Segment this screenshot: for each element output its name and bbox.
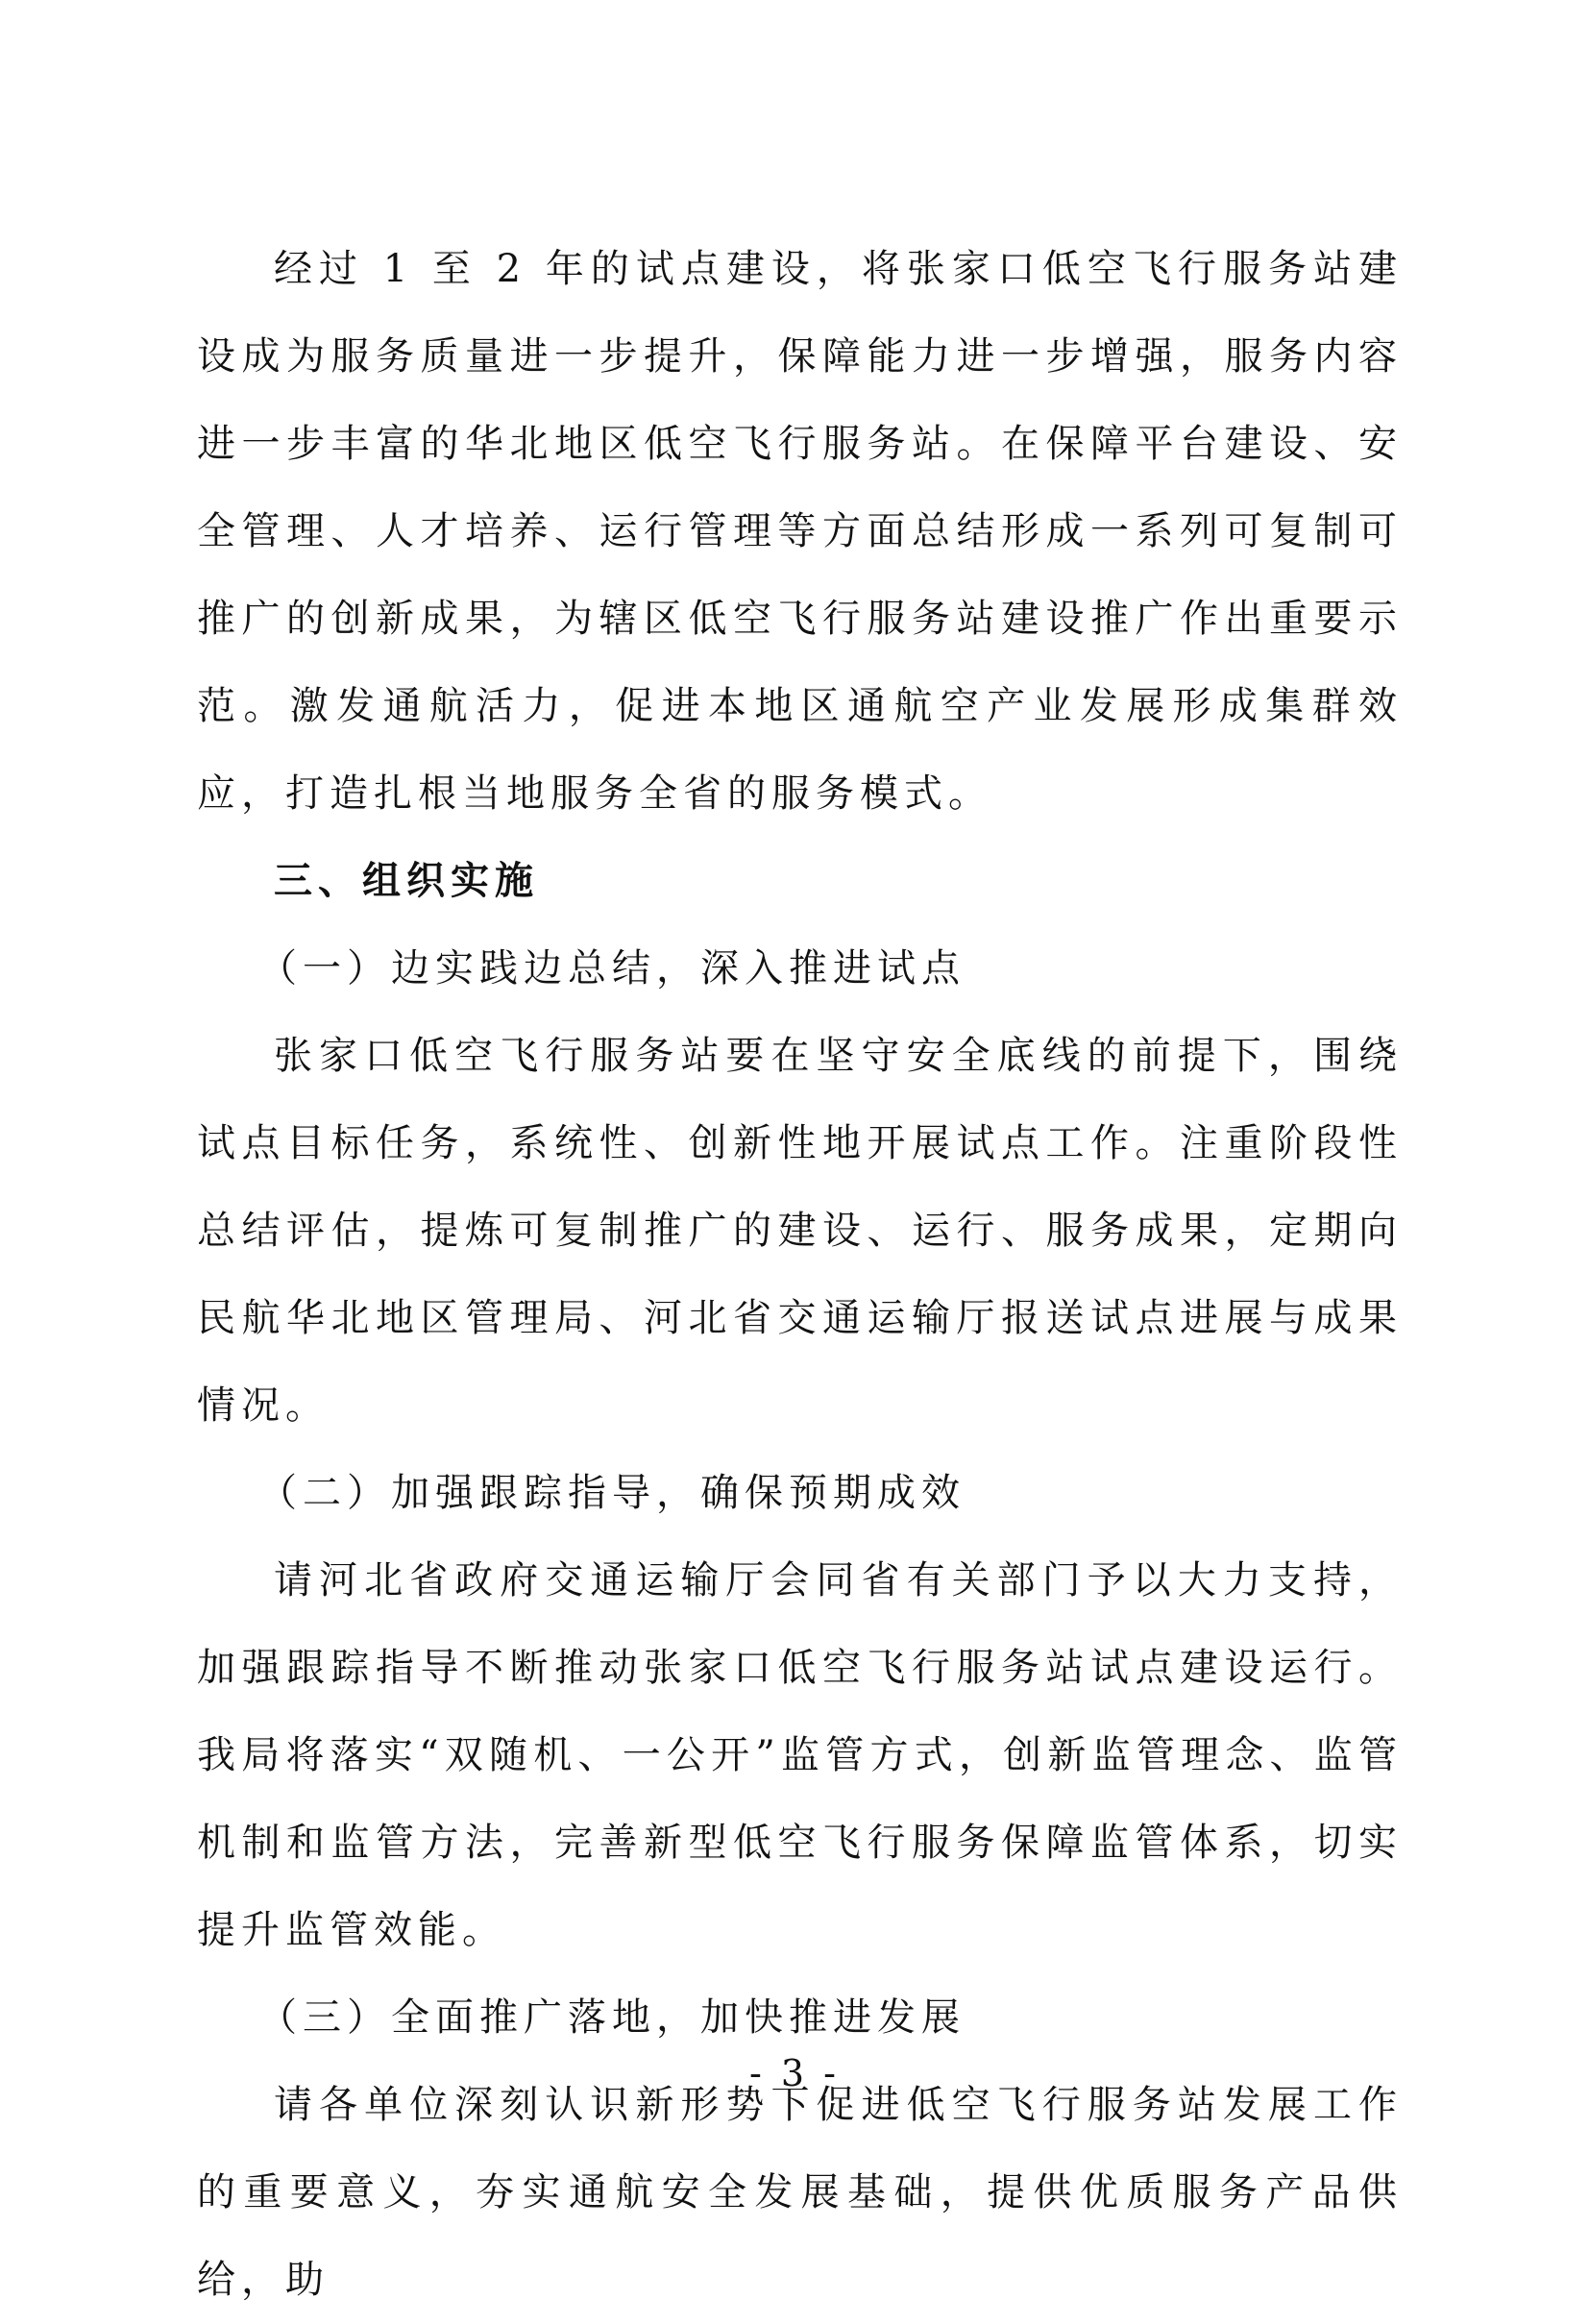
paragraph-promotion: 请各单位深刻认识新形势下促进低空飞行服务站发展工作的重要意义，夯实通航安全发展基础，提供优质服务产品供给，助 [197,2083,1403,2302]
page-number: - 3 - [748,2052,840,2094]
paragraph-tracking-guidance: 请河北省政府交通运输厅会同省有关部门予以大力支持，加强跟踪指导不断推动张家口低空飞行服务站试点建设运行。我局将落实“双随机、一公开”监管方式，创新监管理念、监管机制和监管方法，完善新型低空飞行服务保障监管体系，切实提升监管效能。 [197,1558,1403,1952]
section-heading-implementation: 三、组织实施 [274,859,539,903]
paragraph-pilot-goals: 经过 1 至 2 年的试点建设，将张家口低空飞行服务站建设成为服务质量进一步提升，保障能力进一步增强，服务内容进一步丰富的华北地区低空飞行服务站。在保障平台建设、安全管理、人才培养、运行管理等方面总结形成一系列可复制可推广的创新成果，为辖区低空飞行服务站建设推广作出重要示范。激发通航活力，促进本地区通航空产业发展形成集群效应，打造扎根当地服务全省的服务模式。 [197,247,1403,816]
subheading-promotion: （三）全面推广落地，加快推进发展 [258,1995,966,2040]
subheading-tracking-guidance: （二）加强跟踪指导，确保预期成效 [258,1471,966,1515]
subheading-practice-summary: （一）边实践边总结，深入推进试点 [258,946,966,991]
paragraph-practice-summary: 张家口低空飞行服务站要在坚守安全底线的前提下，围绕试点目标任务，系统性、创新性地开展试点工作。注重阶段性总结评估，提炼可复制推广的建设、运行、服务成果，定期向民航华北地区管理局、河北省交通运输厅报送试点进展与成果情况。 [197,1034,1403,1428]
document-body [197,226,1403,2324]
